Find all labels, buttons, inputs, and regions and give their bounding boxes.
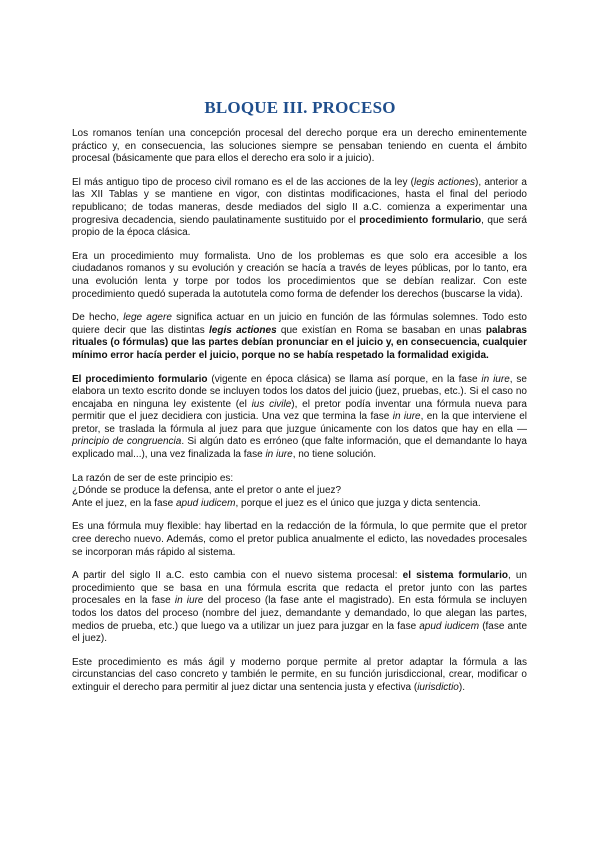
text-run: significa actuar en un juicio en función de las fórmulas solemnes. Todo esto quiere decir que las distintas [72, 312, 527, 336]
paragraph-agil [72, 657, 527, 695]
paragraph-formalista [72, 251, 527, 301]
text-run: ), el pretor podía inventar una fórmula nueva para permitir que el juez decidiera con justicia. Una vez que termina la fase [72, 398, 527, 423]
text-run: , porque el juez es el único que juzga y dicta sentencia. [235, 497, 481, 509]
text-run: Es una fórmula muy flexible: hay libertad en la redacción de la fórmula, lo que permite que el pretor cree derecho nuevo. Además, como el pretor publica anualmente el edicto, las novedades procesales se incorporan más rápido al sistema. [72, 521, 527, 558]
text-run: A partir del siglo II a.C. esto cambia con el nuevo sistema procesal: [72, 570, 403, 582]
text-run: , en la que interviene el pretor, se traslada la fórmula al juez para que juzgue únicamente con los datos que hay en ella — [72, 411, 527, 435]
text-run: , se elabora un texto escrito donde se incluyen todos los datos del juicio (juez, pruebas, etc.). Si el caso no encajaba en ninguna ley existente (el [72, 373, 527, 410]
text-run: Ante el juez, en la fase [72, 497, 176, 509]
line-razon [72, 473, 527, 486]
text-run: , un procedimiento que se basa en una fórmula escrita que redacta el pretor junto con las partes procesales en la fase [72, 570, 527, 607]
term-legis-actiones: legis actiones [413, 176, 476, 188]
text-run: Los romanos tenían una concepción procesal del derecho porque era un derecho eminentemente práctico y, en consecuencia, las soluciones siempre se pensaban teniendo en cuenta el ámbito procesal (básicamente que para ellos el derecho era solo ir a juicio). [72, 128, 527, 165]
page-title: BLOQUE III. PROCESO [204, 98, 396, 117]
text-run: El más antiguo tipo de proceso civil romano es el de las acciones de la ley ( [72, 176, 414, 188]
text-run: (vigente en época clásica) se llama así porque, en la fase [207, 373, 482, 385]
paragraph-siglo-ii [72, 570, 527, 646]
term-lege-agere: lege agere [123, 312, 172, 324]
term-ius-civile: ius civile [251, 398, 292, 410]
term-iurisdictio: iurisdictio [417, 681, 459, 693]
term-in-iure: in iure [481, 373, 510, 385]
bold-statement: palabras rituales (o fórmulas) que las partes debían pronunciar en el juicio y, en consecuencia, cualquier mínimo error hacía perder el juicio, porque no se había respetado la formalidad exigida. [72, 324, 527, 361]
paragraph-lege-agere [72, 312, 527, 362]
text-run: ). [458, 681, 465, 693]
text-run: (fase ante el juez). [72, 620, 528, 645]
text-run: del proceso (la fase ante el magistrado). En esta fórmula se incluyen todos los datos del proceso (nombre del juez, demandante y demandado, lo que alegan las partes, medios de prueba, etc.) que luego va a utilizar un juez para juzgar en la fase [72, 595, 527, 632]
text-run: De hecho, [72, 312, 124, 324]
text-run: La razón de ser de este principio es: [72, 472, 234, 484]
term-in-iure: in iure [174, 595, 204, 607]
term-apud-iudicem: apud iudicem [175, 497, 236, 509]
term-procedimiento-formulario: El procedimiento formulario [72, 373, 208, 385]
text-run: ), anterior a las XII Tablas y se mantiene en vigor, con distintas modificaciones, hasta el final del periodo republicano; de todas maneras, desde mediados del siglo II a.C. comienza a experimentar una progresiva decadencia, siendo paulatinamente sustituido por el [72, 176, 527, 226]
text-run: Este procedimiento es más ágil y moderno porque permite al pretor adaptar la fórmula a las circunstancias del caso concreto y también le permite, en su función jurisdiccional, crear, modificar o extinguir el derecho para permitir al juez dictar una sentencia justa y efectiva ( [72, 656, 527, 693]
text-run: , que será propio de la época clásica. [72, 214, 527, 239]
paragraph-legis-actiones [72, 177, 527, 240]
paragraph-procedimiento-formulario [72, 374, 527, 462]
term-apud-iudicem: apud iudicem [419, 620, 480, 632]
paragraph-flexible [72, 521, 527, 559]
text-run: . Si algún dato es erróneo (que falte información, que el demandante lo haya explicado mal...), una vez finalizada la fase [72, 436, 527, 461]
text-run: ¿Dónde se produce la defensa, ante el pretor o ante el juez? [72, 485, 342, 497]
term-sistema-formulario: el sistema formulario [402, 570, 508, 582]
line-pregunta [72, 485, 527, 498]
term-legis-actiones-bold: legis actiones [209, 324, 277, 336]
paragraph-intro [72, 128, 527, 166]
text-run: , no tiene solución. [292, 449, 377, 461]
text-run: Era un procedimiento muy formalista. Uno de los problemas es que solo era accesible a los ciudadanos romanos y su evolución y creación se hacía a través de leyes públicas, por lo tanto, era una evolución lenta y torpe por todos los procedimientos que se debían realizar. Con este procedimiento quedó superada la autotutela como forma de defender los derechos (buscarse la vida). [72, 250, 527, 300]
line-respuesta [72, 498, 527, 511]
term-in-iure: in iure [265, 449, 293, 461]
term-procedimiento-formulario: procedimiento formulario [359, 214, 482, 226]
term-in-iure: in iure [392, 411, 421, 423]
document-body [72, 128, 527, 706]
term-principio-congruencia: principio de congruencia [72, 436, 182, 448]
text-run: que existían en Roma se basaban en unas [276, 324, 486, 336]
